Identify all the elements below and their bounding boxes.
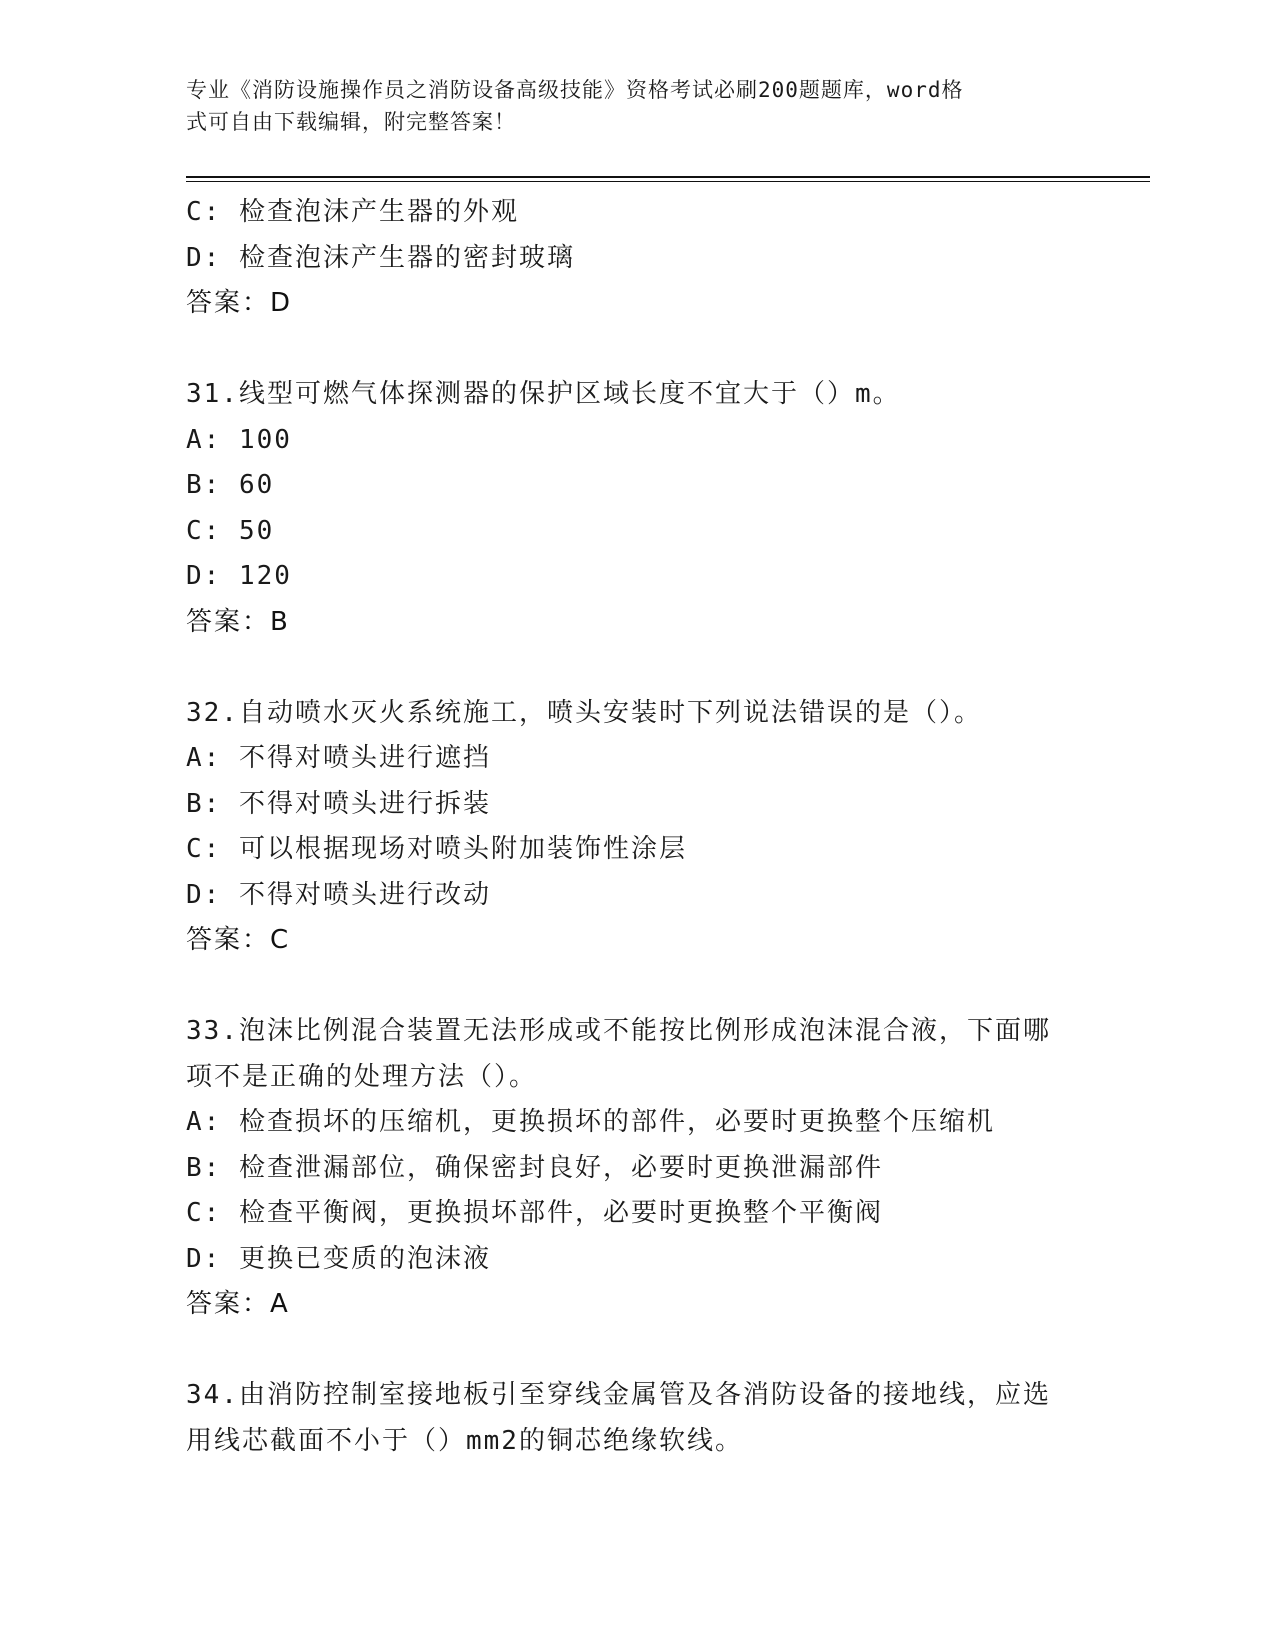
option-a: A: 100 (186, 424, 292, 455)
option-d: D: 不得对喷头进行改动 (186, 879, 491, 910)
option-c: C: 检查泡沫产生器的外观 (186, 197, 519, 227)
document-header (186, 74, 1066, 138)
question-33-stem-line-2: 项不是正确的处理方法（）。 (186, 1061, 538, 1092)
spacer (186, 327, 1086, 373)
answer-line: 答案：B (186, 606, 290, 637)
option-b: B: 不得对喷头进行拆装 (186, 788, 491, 819)
question-32-stem: 32.自动喷水灭火系统施工，喷头安装时下列说法错误的是（）。 (186, 697, 982, 728)
option-a: A: 不得对喷头进行遮挡 (186, 743, 491, 773)
option-d: D: 120 (186, 561, 292, 591)
option-c: C: 50 (186, 515, 275, 546)
spacer (186, 964, 1086, 1010)
option-a: A: 检查损坏的压缩机，更换损坏的部件，必要时更换整个压缩机 (186, 1107, 995, 1137)
question-34-stem-line-1: 34.由消防控制室接地板引至穿线金属管及各消防设备的接地线，应选 (186, 1380, 1051, 1410)
option-c: C: 可以根据现场对喷头附加装饰性涂层 (186, 834, 687, 864)
question-content (186, 190, 1086, 1464)
question-31-stem: 31.线型可燃气体探测器的保护区域长度不宜大于（）m。 (186, 379, 901, 409)
option-d: D: 更换已变质的泡沫液 (186, 1243, 491, 1274)
question-33-stem-line-1: 33.泡沫比例混合装置无法形成或不能按比例形成泡沫混合液，下面哪 (186, 1016, 1051, 1046)
option-b: B: 60 (186, 470, 275, 500)
header-line-2: 式可自由下载编辑，附完整答案！ (186, 110, 516, 134)
spacer (186, 645, 1086, 691)
option-b: B: 检查泄漏部位，确保密封良好，必要时更换泄漏部件 (186, 1152, 883, 1183)
spacer (186, 1328, 1086, 1374)
answer-line: 答案：D (186, 288, 293, 318)
option-d: D: 检查泡沫产生器的密封玻璃 (186, 242, 575, 273)
question-34-stem-line-2: 用线芯截面不小于（）mm2的铜芯绝缘软线。 (186, 1425, 743, 1456)
answer-line: 答案：A (186, 1289, 290, 1319)
header-line-1: 专业《消防设施操作员之消防设备高级技能》资格考试必刷200题题库，word格 (186, 78, 964, 102)
answer-line: 答案：C (186, 925, 291, 955)
header-divider-thick (186, 176, 1150, 178)
header-divider-thin (186, 181, 1150, 182)
option-c: C: 检查平衡阀，更换损坏部件，必要时更换整个平衡阀 (186, 1198, 883, 1228)
